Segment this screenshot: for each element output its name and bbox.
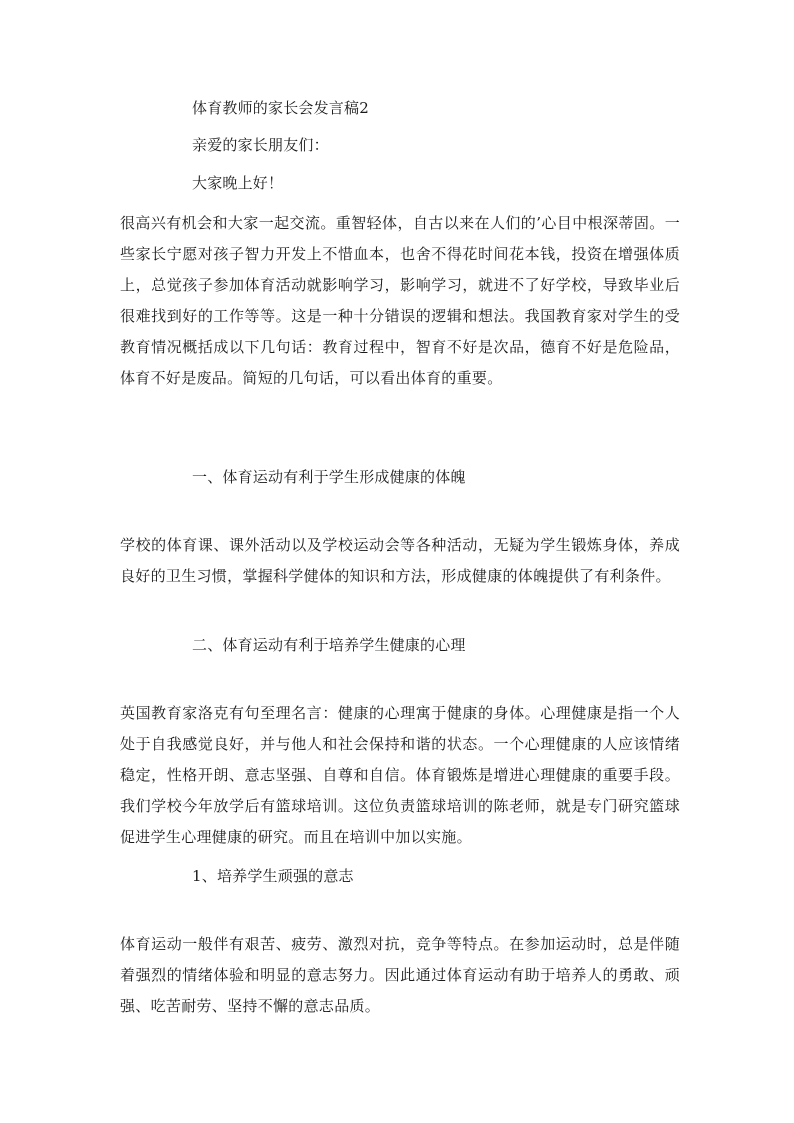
paragraph-intro: 很高兴有机会和大家一起交流。重智轻体，自古以来在人们的’心目中根深蒂固。一些家长宁愿对孩子智力开发上不惜血本，也舍不得花时间花本钱，投资在增强体质上，总觉孩子参加体育活动就影响学习，影响学习，就进不了好学校，导致毕业后很难找到好的工作等等。这是一种十分错误的逻辑和想法。我国教育家对学生的受教育情况概括成以下几句话：教育过程中，智育不好是次品，德育不好是危险品，体育不好是废品。简短的几句话，可以看出体育的重要。 bbox=[120, 214, 680, 387]
paragraph-will: 体育运动一般伴有艰苦、疲劳、激烈对抗，竞争等特点。在参加运动时，总是伴随着强烈的情绪体验和明显的意志努力。因此通过体育运动有助于培养人的勇敢、顽强、吃苦耐劳、坚持不懈的意志品质。 bbox=[120, 935, 680, 1015]
document-title: 体育教师的家长会发言稿2 bbox=[192, 99, 369, 117]
salutation: 大家晚上好！ bbox=[192, 174, 284, 192]
paragraph-physique: 学校的体育课、课外活动以及学校运动会等各种活动，无疑为学生锻炼身体，养成良好的卫生习惯，掌握科学健体的知识和方法，形成健康的体魄提供了有利条件。 bbox=[120, 536, 680, 585]
section-heading-1: 一、体育运动有利于学生形成健康的体魄 bbox=[192, 468, 466, 486]
paragraph-psychology: 英国教育家洛克有句至理名言：健康的心理寓于健康的身体。心理健康是指一个人处于自我感觉良好，并与他人和社会保持和谐的状态。一个心理健康的人应该情绪稳定，性格开朗、意志坚强、自尊和自信。体育锻炼是增进心理健康的重要手段。我们学校今年放学后有篮球培训。这位负责篮球培训的陈老师，就是专门研究篮球促进学生心理健康的研究。而且在培训中加以实施。 bbox=[120, 704, 680, 846]
sub-heading-1: 1、培养学生顽强的意志 bbox=[192, 867, 354, 885]
greeting: 亲爱的家长朋友们： bbox=[192, 136, 329, 154]
section-heading-2: 二、体育运动有利于培养学生健康的心理 bbox=[192, 636, 466, 654]
